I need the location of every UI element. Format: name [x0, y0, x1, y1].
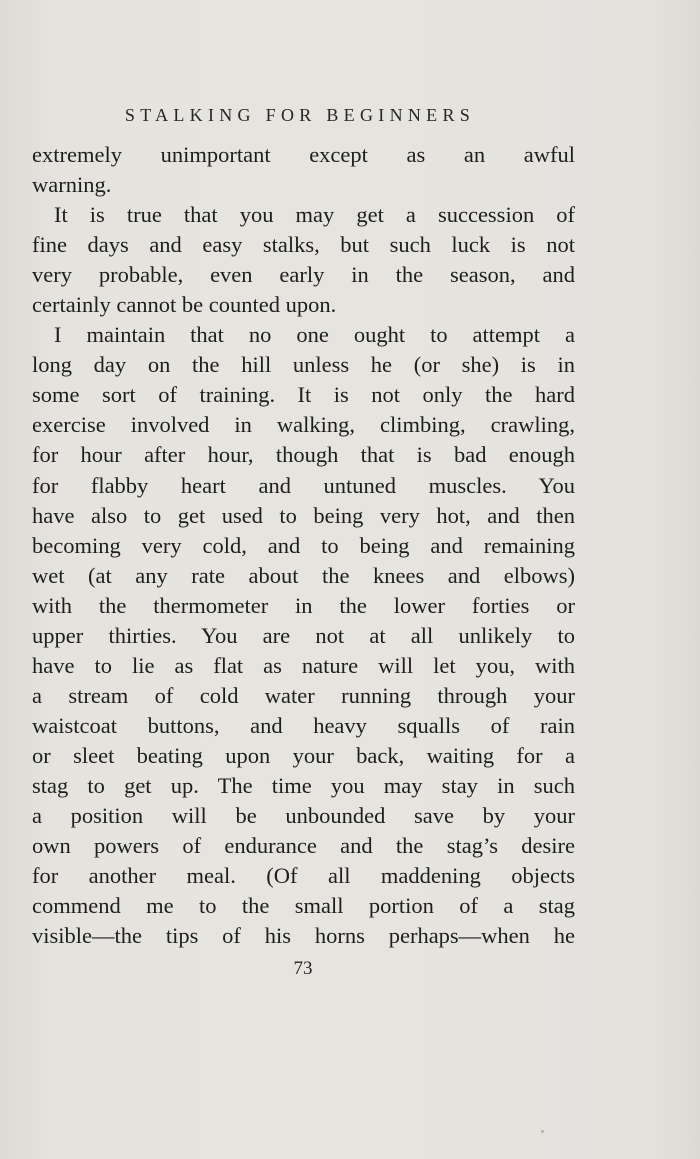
text-line: warning. [32, 172, 112, 198]
text-line: I maintain that no one ought to attempt a [54, 322, 575, 348]
text-line: commend me to the small portion of a stag [32, 893, 575, 919]
text-line: a position will be unbounded save by your [32, 803, 575, 829]
text-line: long day on the hill unless he (or she) is in [32, 352, 575, 378]
text-line: certainly cannot be counted upon. [32, 292, 337, 318]
text-line: stag to get up. The time you may stay in such [32, 772, 575, 798]
text-line: waistcoat buttons, and heavy squalls of rain [32, 712, 575, 738]
page-number: 73 [293, 958, 313, 979]
paper-speck [541, 1130, 544, 1133]
text-line: visible—the tips of his horns perhaps—when he [32, 923, 575, 949]
text-line: It is true that you may get a succession of [54, 202, 575, 228]
text-line: a stream of cold water running through your [32, 682, 575, 708]
text-line: very probable, even early in the season, and [32, 262, 575, 288]
running-head: STALKING FOR BEGINNERS [124, 105, 476, 125]
text-line: or sleet beating upon your back, waiting for a [32, 742, 575, 768]
text-line: fine days and easy stalks, but such luck is not [32, 232, 575, 258]
text-line: for hour after hour, though that is bad enough [32, 442, 575, 468]
text-line: for flabby heart and untuned muscles. You [32, 472, 575, 498]
text-line: wet (at any rate about the knees and elbows) [32, 562, 575, 588]
text-line: extremely unimportant except as an awful [32, 142, 575, 167]
body-text [32, 140, 575, 951]
text-line: own powers of endurance and the stag’s desire [32, 833, 575, 859]
text-line: becoming very cold, and to being and remaining [32, 532, 575, 558]
text-line: some sort of training. It is not only the hard [32, 382, 575, 408]
text-line: exercise involved in walking, climbing, crawling, [32, 412, 575, 438]
text-line: for another meal. (Of all maddening objects [32, 863, 575, 889]
text-line: with the thermometer in the lower forties or [32, 592, 575, 618]
text-line: upper thirties. You are not at all unlikely to [32, 622, 575, 648]
text-line: have also to get used to being very hot, and then [32, 502, 575, 528]
text-line: have to lie as flat as nature will let you, with [32, 652, 575, 678]
